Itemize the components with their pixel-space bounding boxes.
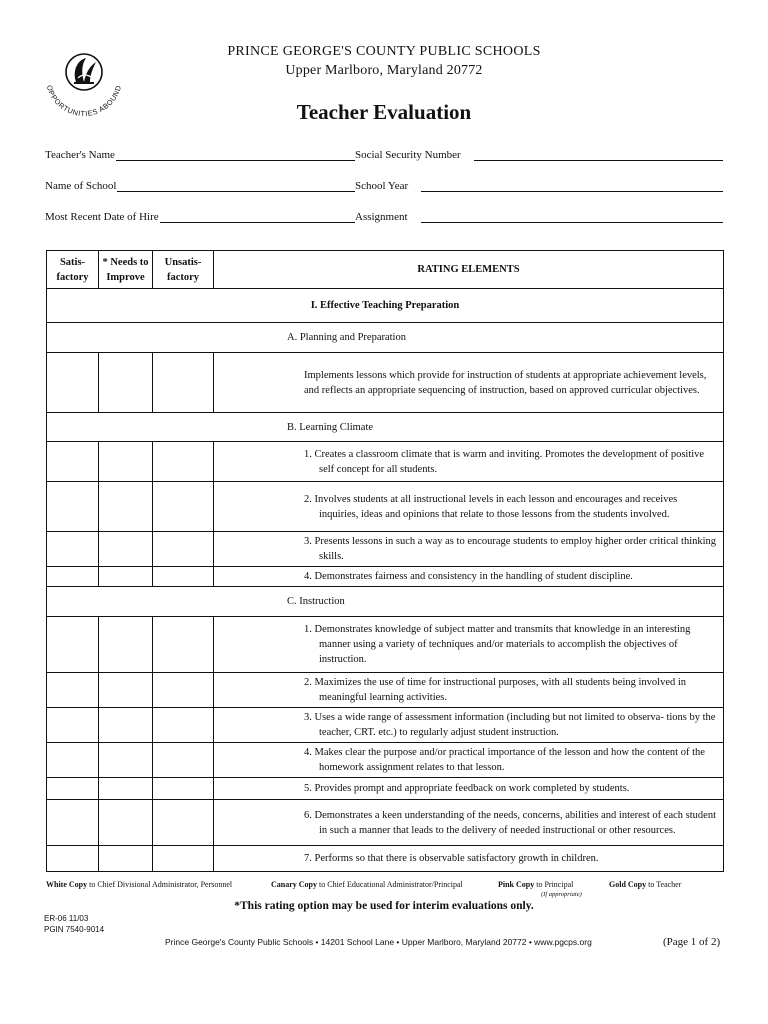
assignment-line[interactable] — [421, 212, 723, 223]
satisfactory-box[interactable] — [47, 800, 99, 846]
rating-element-text: Implements lessons which provide for instruction of students at appropriate achievement levels, and reflects an appropriate sequencing of instruction, based on approved curricular objectives. — [214, 353, 724, 413]
needs-improve-box[interactable] — [99, 567, 153, 587]
satisfactory-box[interactable] — [47, 617, 99, 673]
rating-element-text: 4. Demonstrates fairness and consistency in the handling of student discipline. — [214, 567, 724, 587]
unsatisfactory-box[interactable] — [153, 532, 214, 567]
needs-improve-box[interactable] — [99, 778, 153, 800]
rating-element-text: 1. Demonstrates knowledge of subject matter and transmits that knowledge in an interesting manner using a variety of techniques and/or materials to accomplish the objectives of instruction. — [214, 617, 724, 673]
white-copy: White Copy to Chief Divisional Administrator, Personnel — [46, 880, 233, 889]
interim-note: *This rating option may be used for interim evaluations only. — [234, 900, 534, 912]
rating-element-text: 6. Demonstrates a keen understanding of the needs, concerns, abilities and interest of each student in such a manner that leads to the delivery of needed instructional or other resources. — [214, 800, 724, 846]
school-year-line[interactable] — [421, 181, 723, 192]
unsatisfactory-box[interactable] — [153, 846, 214, 872]
needs-improve-box[interactable] — [99, 846, 153, 872]
col-unsatisfactory: Unsatis- factory — [153, 251, 214, 289]
teacher-name-label: Teacher's Name — [45, 149, 115, 161]
satisfactory-box[interactable] — [47, 442, 99, 482]
col-rating-elements: RATING ELEMENTS — [214, 251, 724, 289]
unsatisfactory-box[interactable] — [153, 743, 214, 778]
satisfactory-box[interactable] — [47, 482, 99, 532]
table-header-row — [47, 251, 724, 289]
table-row — [47, 353, 724, 413]
table-row — [47, 708, 724, 743]
subsection-b-title: B. Learning Climate — [47, 413, 724, 442]
footer-address: Prince George's County Public Schools • 14201 School Lane • Upper Marlboro, Maryland 20772 • www.pgcps.org — [165, 937, 592, 947]
school-name-label: Name of School — [45, 180, 117, 192]
pink-copy-note: (If appropriate) — [541, 891, 582, 898]
needs-improve-box[interactable] — [99, 482, 153, 532]
rating-element-text: 3. Presents lessons in such a way as to encourage students to employ higher order critical thinking skills. — [214, 532, 724, 567]
satisfactory-box[interactable] — [47, 778, 99, 800]
unsatisfactory-box[interactable] — [153, 567, 214, 587]
logo-motto: OPPORTUNITIES ABOUND — [44, 83, 124, 119]
assignment-field[interactable] — [355, 211, 723, 223]
rating-element-text: 4. Makes clear the purpose and/or practical importance of the lesson and how the content of the homework assignment relates to that lesson. — [214, 743, 724, 778]
rating-element-text: 2. Maximizes the use of time for instructional purposes, with all students being involved in meaningful learning activities. — [214, 673, 724, 708]
school-name-line[interactable] — [117, 181, 355, 192]
canary-copy: Canary Copy to Chief Educational Administrator/Principal — [271, 880, 463, 889]
table-row — [47, 617, 724, 673]
unsatisfactory-box[interactable] — [153, 778, 214, 800]
needs-improve-box[interactable] — [99, 800, 153, 846]
rating-element-text: 2. Involves students at all instructional levels in each lesson and encourages and receives inquiries, ideas and opinions that relate to those lessons from the students involved. — [214, 482, 724, 532]
table-row — [47, 532, 724, 567]
form-code: ER-06 11/03 — [44, 914, 89, 923]
rating-element-text: 3. Uses a wide range of assessment information (including but not limited to observa- tions by the teacher, CRT. etc.) to regularly adjust student instruction. — [214, 708, 724, 743]
satisfactory-box[interactable] — [47, 846, 99, 872]
needs-improve-box[interactable] — [99, 743, 153, 778]
satisfactory-box[interactable] — [47, 743, 99, 778]
page-number: (Page 1 of 2) — [663, 936, 721, 948]
assignment-label: Assignment — [355, 211, 408, 223]
org-location: Upper Marlboro, Maryland 20772 — [285, 63, 483, 78]
school-name-field[interactable] — [45, 180, 355, 192]
unsatisfactory-box[interactable] — [153, 442, 214, 482]
section-title: I. Effective Teaching Preparation — [47, 289, 724, 323]
needs-improve-box[interactable] — [99, 353, 153, 413]
needs-improve-box[interactable] — [99, 442, 153, 482]
table-row — [47, 442, 724, 482]
ssn-label: Social Security Number — [355, 149, 461, 161]
satisfactory-box[interactable] — [47, 353, 99, 413]
table-row — [47, 778, 724, 800]
hire-date-label: Most Recent Date of Hire — [45, 211, 159, 223]
ssn-line[interactable] — [474, 150, 723, 161]
teacher-name-line[interactable] — [116, 150, 355, 161]
page-title: Teacher Evaluation — [296, 100, 472, 124]
needs-improve-box[interactable] — [99, 532, 153, 567]
unsatisfactory-box[interactable] — [153, 617, 214, 673]
col-satisfactory: Satis- factory — [47, 251, 99, 289]
unsatisfactory-box[interactable] — [153, 673, 214, 708]
table-row — [47, 800, 724, 846]
rating-element-text: 5. Provides prompt and appropriate feedback on work completed by students. — [214, 778, 724, 800]
unsatisfactory-box[interactable] — [153, 708, 214, 743]
rating-table — [46, 250, 724, 872]
table-row — [47, 743, 724, 778]
satisfactory-box[interactable] — [47, 673, 99, 708]
table-row — [47, 482, 724, 532]
col-needs-improve: * Needs to Improve — [99, 251, 153, 289]
teacher-name-field[interactable] — [45, 149, 355, 161]
table-row — [47, 567, 724, 587]
pgin-code: PGIN 7540-9014 — [44, 925, 105, 934]
unsatisfactory-box[interactable] — [153, 482, 214, 532]
needs-improve-box[interactable] — [99, 673, 153, 708]
table-row — [47, 673, 724, 708]
subsection-a-title: A. Planning and Preparation — [47, 323, 724, 353]
satisfactory-box[interactable] — [47, 532, 99, 567]
unsatisfactory-box[interactable] — [153, 800, 214, 846]
rating-element-text: 7. Performs so that there is observable satisfactory growth in children. — [214, 846, 724, 872]
needs-improve-box[interactable] — [99, 708, 153, 743]
unsatisfactory-box[interactable] — [153, 353, 214, 413]
subsection-c-title: C. Instruction — [47, 587, 724, 617]
table-row — [47, 846, 724, 872]
pink-copy: Pink Copy to Principal — [498, 880, 574, 889]
org-name: PRINCE GEORGE'S COUNTY PUBLIC SCHOOLS — [227, 44, 541, 59]
hire-date-field[interactable] — [45, 211, 355, 223]
hire-date-line[interactable] — [160, 212, 355, 223]
satisfactory-box[interactable] — [47, 708, 99, 743]
ssn-field[interactable] — [355, 149, 723, 161]
school-year-label: School Year — [355, 180, 409, 192]
gold-copy: Gold Copy to Teacher — [609, 880, 682, 889]
rating-element-text: 1. Creates a classroom climate that is warm and inviting. Promotes the development of positive self concept for all students. — [214, 442, 724, 482]
school-year-field[interactable] — [355, 180, 723, 192]
needs-improve-box[interactable] — [99, 617, 153, 673]
satisfactory-box[interactable] — [47, 567, 99, 587]
